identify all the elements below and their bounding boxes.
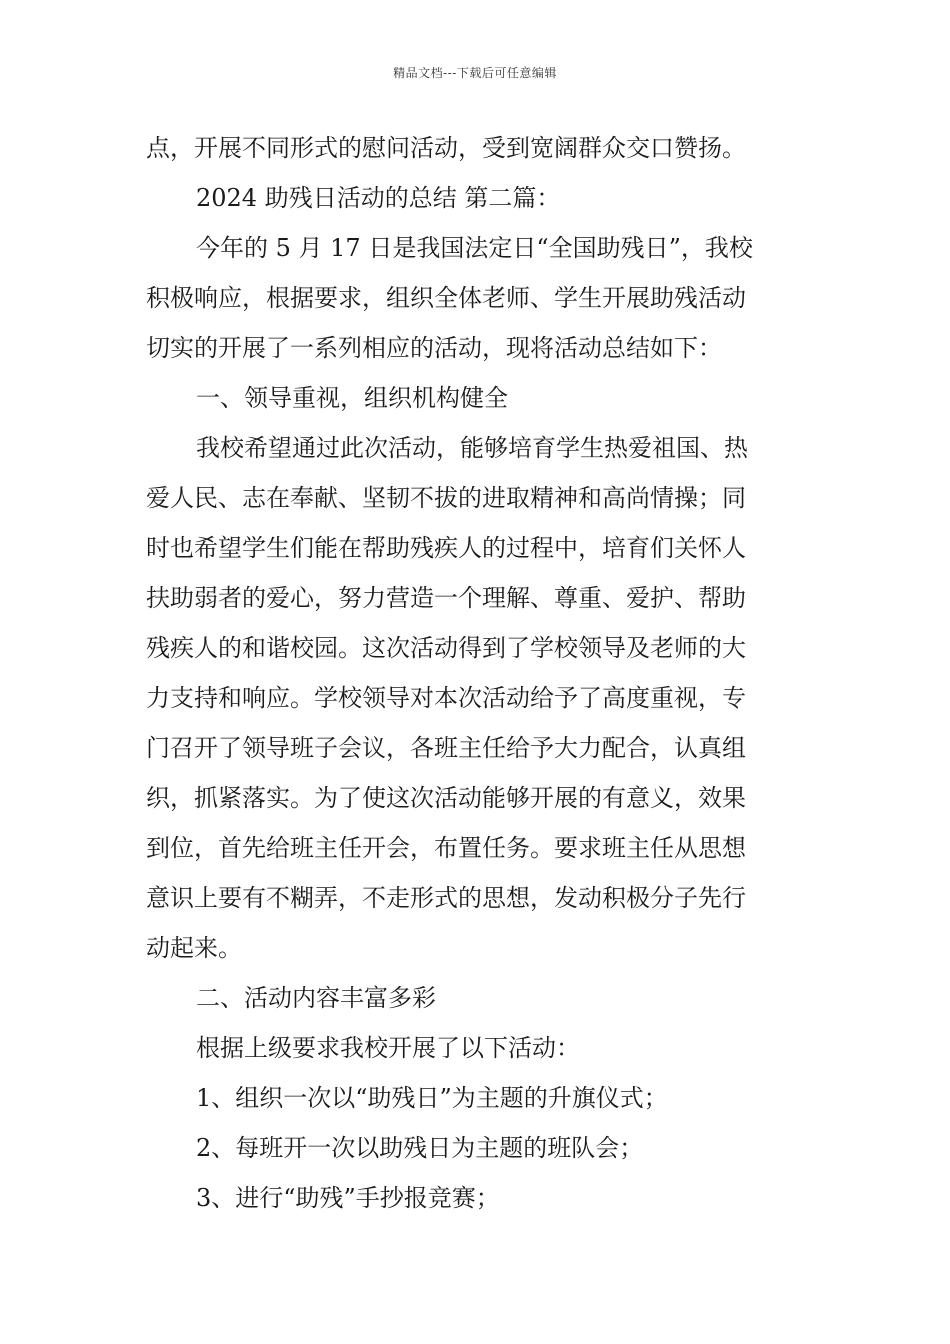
paragraph-start: 我校希望通过此次活动，能够培育学生热爱祖国、热 [196, 434, 748, 462]
text-line: 织，抓紧落实。为了使这次活动能够开展的有意义，效果 [146, 784, 746, 812]
text-line: 积极响应，根据要求，组织全体老师、学生开展助残活动 [146, 284, 746, 312]
text-line: 动起来。 [146, 934, 242, 962]
section-heading: 二、活动内容丰富多彩 [196, 984, 436, 1012]
document-body [146, 128, 806, 1228]
text-line: 扶助弱者的爱心，努力营造一个理解、尊重、爱护、帮助 [146, 584, 746, 612]
text-line: 切实的开展了一系列相应的活动，现将活动总结如下： [146, 334, 722, 362]
text-line: 力支持和响应。学校领导对本次活动给予了高度重视，专 [146, 684, 746, 712]
paragraph-start: 今年的 5 月 17 日是我国法定日“全国助残日”，我校 [196, 234, 753, 262]
list-item: 1、组织一次以“助残日”为主题的升旗仪式； [196, 1084, 668, 1112]
paragraph-start: 根据上级要求我校开展了以下活动： [196, 1034, 580, 1062]
text-line: 爱人民、志在奉献、坚韧不拔的进取精神和高尚情操；同 [146, 484, 746, 512]
page-header: 精品文档---下载后可任意编辑 [393, 66, 557, 80]
list-item: 2、每班开一次以助残日为主题的班队会； [196, 1134, 644, 1162]
text-line: 门召开了领导班子会议，各班主任给予大力配合，认真组 [146, 734, 746, 762]
text-line: 点，开展不同形式的慰问活动，受到宽阔群众交口赞扬。 [146, 134, 746, 162]
section-heading: 一、领导重视，组织机构健全 [196, 384, 508, 412]
section-title: 2024 助残日活动的总结 第二篇： [196, 184, 561, 212]
text-line: 时也希望学生们能在帮助残疾人的过程中，培育们关怀人 [146, 534, 746, 562]
list-item: 3、进行“助残”手抄报竞赛； [196, 1184, 500, 1212]
text-line: 到位，首先给班主任开会，布置任务。要求班主任从思想 [146, 834, 746, 862]
text-line: 意识上要有不糊弄，不走形式的思想，发动积极分子先行 [146, 884, 746, 912]
text-line: 残疾人的和谐校园。这次活动得到了学校领导及老师的大 [146, 634, 746, 662]
